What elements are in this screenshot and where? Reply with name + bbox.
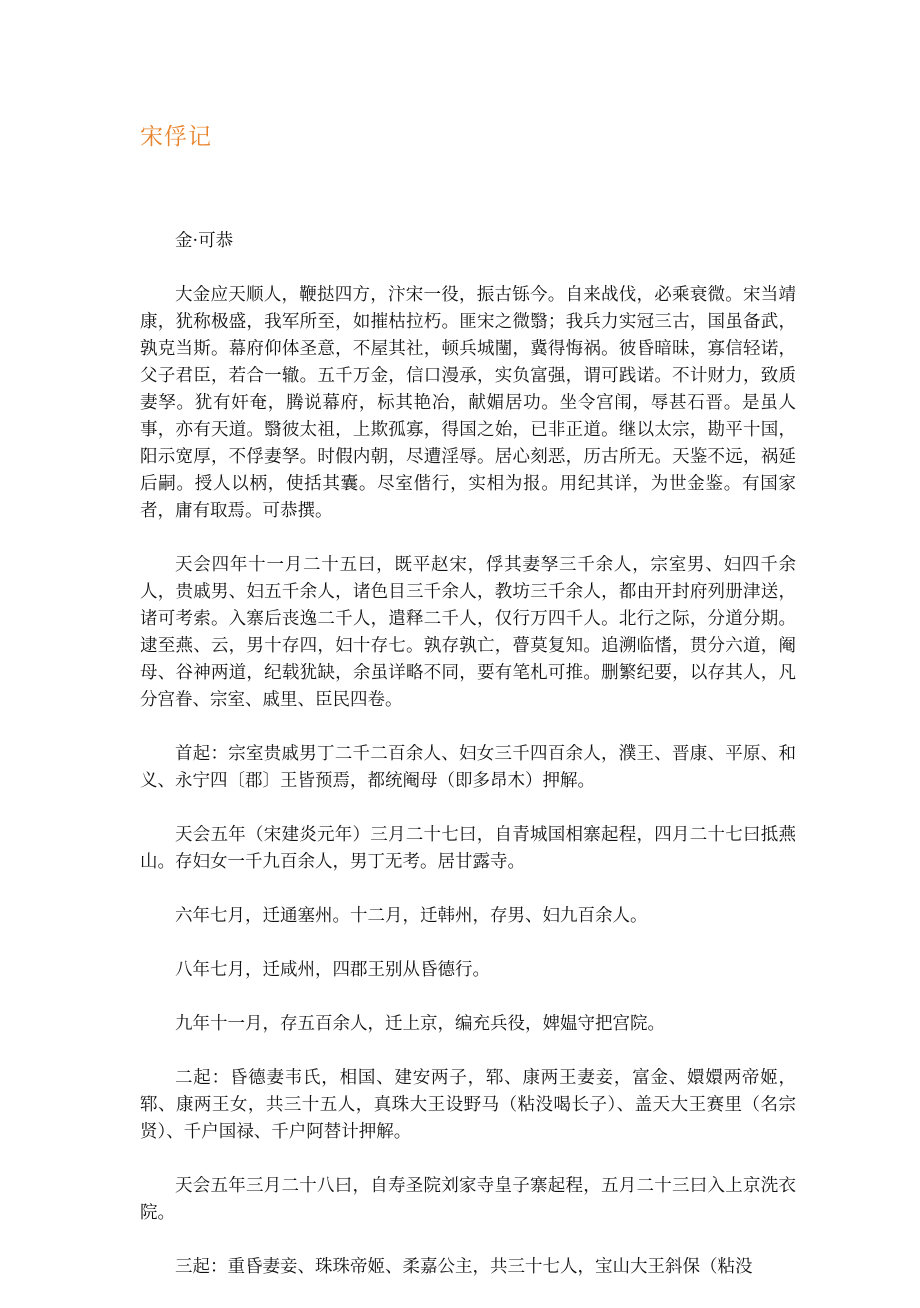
author-line: 金·可恭 xyxy=(175,231,234,251)
paragraph-year-eight: 八年七月，迁咸州，四郡王别从昏德行。 xyxy=(175,960,490,980)
paragraph-second-batch-route: 天会五年三月二十八曰，自寿圣院刘家寺皇子寨起程，五月二十三曰入上京洗衣院。 xyxy=(140,1176,796,1223)
paragraph-year-six: 六年七月，迁通塞州。十二月，迁韩州，存男、妇九百余人。 xyxy=(175,906,648,926)
paragraph-first-batch: 首起：宗室贵戚男丁二千二百余人、妇女三千四百余人，濮王、晋康、平原、和义、永宁四〔郡〕王皆预焉，都统阉母（即多昂木）押解。 xyxy=(140,744,796,791)
document-body xyxy=(140,228,796,1308)
paragraph-first-batch-route: 天会五年（宋建炎元年）三月二十七曰，自青城国相寨起程，四月二十七曰抵燕山。存妇女一千九百余人，男丁无考。居甘露寺。 xyxy=(140,825,796,872)
paragraph-second-batch: 二起：昏德妻韦氏，相国、建安两子，郓、康两王妻妾，富金、嬛嬛两帝姬，郓、康两王女，共三十五人，真珠大王设野马（粘没喝长子）、盖天大王赛里（名宗贤）、千户国禄、千户阿替计押解。 xyxy=(140,1068,796,1142)
paragraph-preface: 大金应天顺人，鞭挞四方，汴宋一役，振古铄今。自来战伐，必乘衰微。宋当靖康，犹称极盛，我军所至，如摧枯拉朽。匪宋之微翳；我兵力实冠三古，国虽备武，孰克当斯。幕府仰体圣意，不屋其社，顿兵城闉，冀得悔祸。彼昏暗昧，寡信轻诺，父子君臣，若合一辙。五千万金，信口漫承，实负富强，谓可践诺。不计财力，致质妻孥。犹有奸奄，腾说幕府，标其艳冶，献媚居功。坐令宫闱，辱甚石晋。是虽人事，亦有天道。翳彼太祖，上欺孤寡，得国之始，已非正道。继以太宗，勘平十国，阳示宽厚，不俘妻孥。时假内朝，尽遭淫辱。居心刻恶，历古所无。天鉴不远，祸延后嗣。授人以柄，使括其囊。尽室偕行，实相为报。用纪其详，为世金鉴。有国家者，庸有取焉。可恭撰。 xyxy=(140,285,796,521)
paragraph-overview: 天会四年十一月二十五曰，既平赵宋，俘其妻孥三千余人，宗室男、妇四千余人，贵戚男、妇五千余人，诸色目三千余人，教坊三千余人，都由开封府列册津送，诸可考索。入寨后丧逸二千人，遣释二千人，仅行万四千人。北行之际，分道分期。逮至燕、云，男十存四，妇十存七。孰存孰亡，瞢莫复知。追溯临愭，贯分六道，阉母、谷神两道，纪载犹缺，余虽详略不同，要有笔札可推。删繁纪要，以存其人，凡分宫眷、宗室、戚里、臣民四卷。 xyxy=(140,555,796,710)
paragraph-year-nine: 九年十一月，存五百余人，迁上京，编充兵役，婢媪守把宫院。 xyxy=(175,1014,665,1034)
document-title: 宋俘记 xyxy=(140,124,212,150)
paragraph-third-batch: 三起：重昏妻妾、珠珠帝姬、柔嘉公主，共三十七人，宝山大王斜保（粘没 xyxy=(175,1257,753,1277)
